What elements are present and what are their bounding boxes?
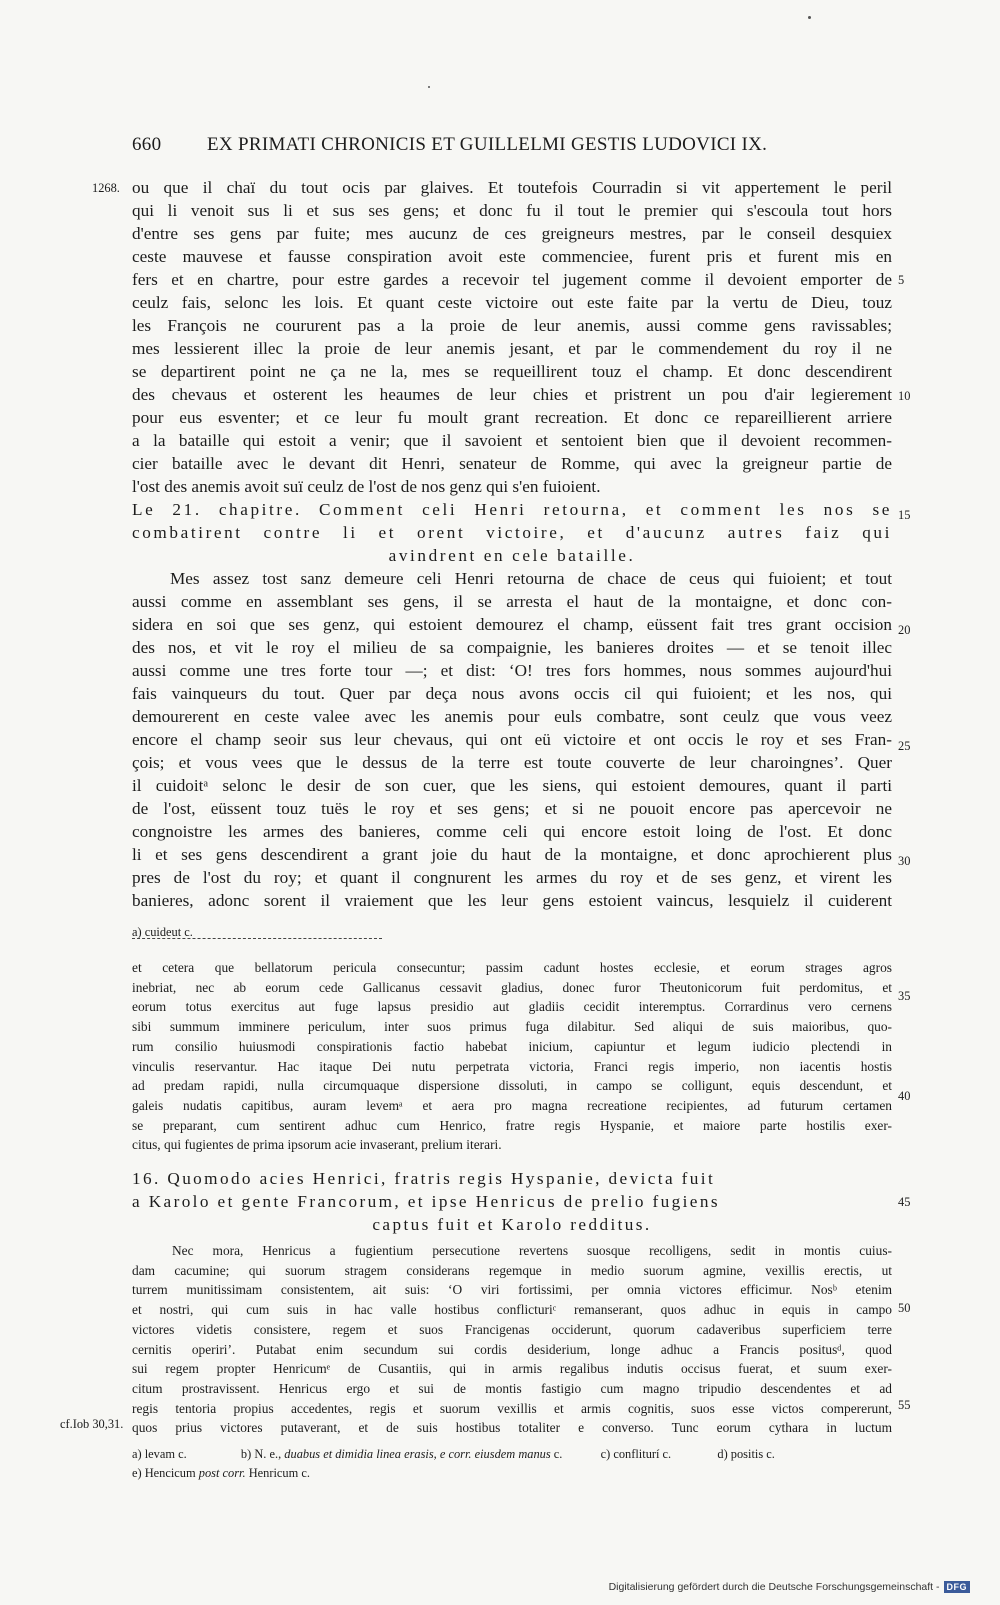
line-number: 40	[898, 1089, 911, 1103]
text-line: sui regem propter Henricumᵉ de Cusantiis, qui in armis regalibus indutis occisus fuerat, et suum exer-	[132, 1361, 892, 1377]
text-line: qui li venoit sus li et sus ses gens; et donc fu il tout le premier qui s'escoula tout hors	[132, 201, 892, 220]
text-line: sidera en soi que ses genz, qui estoient demourez el champ, eüssent fait tres grant occision	[132, 615, 892, 634]
text-line: victores videtis consistere, regem et suos Francigenas occiderunt, quorum cadaveribus superficiem terre	[132, 1321, 892, 1337]
text-line: citum prostravissent. Henricus ergo et sui de montis fastigio cum magno tripudio descendentes et ad	[132, 1380, 892, 1396]
text-line: cier bataille avec le devant dit Henri, senateur de Romme, qui avec la greigneur partie de	[132, 454, 892, 473]
text-line: d'entre ses gens par fuite; mes aucunz de ces greigneurs mestres, par le conseil desquiex	[132, 224, 892, 243]
line-number: 30	[898, 854, 911, 868]
text-line: aussi comme en assemblant ses gens, il se arresta el haut de la montaigne, et donc con-	[132, 592, 892, 611]
text-line: galeis nudatis capitibus, auram levemᵃ et aera pro magna recreatione recipientes, ad futurum certamen	[132, 1097, 892, 1113]
text-line: quos prius victores putaverant, et de suis hostibus totaliter e converso. Tunc eorum cythara in luctum	[132, 1420, 892, 1436]
text-line: l'ost des anemis avoit suï ceulz de l'ost de nos genz qui s'en fuioient.	[132, 477, 601, 496]
text-line: et nostri, qui cum suis in hac valle hostibus conflicturiᶜ remanserant, quos adhuc in equis in campo	[132, 1302, 892, 1318]
text-line: çois; et vous vees que le dessus de la terre est toute couverte de leur charoingnes’. Quer	[132, 753, 892, 772]
text-line: se preparant, cum sentirent adhuc cum Henrico, fratre regis Hyspanie, et maiore parte hostilis exer-	[132, 1117, 892, 1133]
text-line: ceste mauvese et fausse conspiration avoit este commenciee, furent pris et furent mis en	[132, 247, 892, 266]
heading-line: a Karolo et gente Francorum, et ipse Henricus de prelio fugiens	[132, 1192, 720, 1211]
footnote-a: a) levam c.	[132, 1447, 187, 1461]
text-line: eorum totus exercitus aut fuge lapsus presidio aut gladiis cecidit interemptus. Corrardinus vero cernens	[132, 999, 892, 1015]
text-line: de l'ost, eüssent touz tuës le roy et ses gens; et si ne pouoit encore pas apercevoir ne	[132, 799, 892, 818]
heading-line: avindrent en cele bataille.	[388, 546, 636, 565]
dfg-logo: DFG	[944, 1581, 971, 1593]
text-line: congnoistre les armes des banieres, comme celi qui encore estoit loing de l'ost. Et donc	[132, 822, 892, 841]
page-number: 660	[132, 134, 162, 155]
text-line: li et ses gens descendirent a grant joie du haut de la montaigne, et donc aprochierent plus	[132, 845, 892, 864]
text-line: rum consilio huiusmodi conspirationis factio habebat inicium, capiuntur et legum iudicio plectendi in	[132, 1038, 892, 1054]
line-number: 50	[898, 1301, 911, 1315]
footnote-b: b) N. e., duabus et dimidia linea erasis, e corr. eiusdem manus c.	[240, 1447, 563, 1461]
text-line: et cetera que bellatorum pericula consecuntur; passim cadunt hostes ecclesie, et eorum strages agros	[132, 960, 892, 975]
text-line: ou que il chaï du tout ocis par glaives. Et toutefois Courradin si vit appertement le peril	[132, 178, 892, 197]
text-line: se departirent point ne ça ne la, mes se requeillirent touz el champ. Et donc descendirent	[132, 362, 892, 381]
text-line: banieres, adonc sorent il vraiement que les leur gens estoient vaincus, lesquielz il cuiderent	[132, 891, 892, 910]
line-number: 45	[898, 1195, 911, 1209]
text-line: des chevaus et osterent les heaumes de leur chies et pristrent un pou d'air legierement	[132, 385, 892, 404]
text-line: il cuidoitᵃ selonc le desir de son cuer, que les siens, qui estoient demoures, quant il parti	[132, 776, 892, 795]
footnotes-latin-line-1	[132, 1447, 775, 1462]
text-line: fers et en chartre, pour estre gardes a recevoir tel jugement comme il devoient emporter de	[132, 270, 892, 289]
footnotes-latin-line-2	[132, 1466, 310, 1481]
line-number: 20	[898, 623, 911, 637]
text-line: cernitis operiri’. Putabat enim secundum sui cordis desiderium, longe adhuc a Francis positusᵈ, quod	[132, 1341, 892, 1357]
text-line: turrem munitissimam consistentem, ait suis: ‘O viri fortissimi, per omnia victores efficimur. Nosᵇ etenim	[132, 1282, 892, 1298]
separator-rule	[132, 938, 382, 939]
text-line: Nec mora, Henricus a fugientium persecutione revertens suosque recolligens, sedit in montis cuius-	[172, 1243, 892, 1258]
line-number: 10	[898, 389, 911, 403]
text-line: vinculis reservantur. Hac itaque Dei nutu perpetrata victoria, Franci regis imperio, non iacentis hostis	[132, 1058, 892, 1074]
line-number: 5	[898, 273, 905, 287]
line-number: 15	[898, 508, 911, 522]
text-line: aussi comme une tres forte tour —; et dist: ‘O! tres fors hommes, nous sommes aujourd'hui	[132, 661, 892, 680]
text-line: ceulz fais, selonc les lois. Et quant ceste victoire out este faite par la vertu de Dieu, touz	[132, 293, 892, 312]
text-line: pour eus esventer; et ce leur fu moult grant recreation. Et donc ce repareillierent arriere	[132, 408, 892, 427]
line-number: 35	[898, 989, 911, 1003]
text-line: encore el champ seoir sus leur chevaus, qui ont eü victoire et ont occis le roy et ses Fran-	[132, 730, 892, 749]
heading-line: captus fuit et Karolo redditus.	[372, 1215, 652, 1234]
text-line: regis tentoria propius accedentes, regis et suorum vexillis et armis cognitis, suos esse victos compererunt,	[132, 1400, 892, 1416]
credit-text: Digitalisierung gefördert durch die Deutsche Forschungsgemeinschaft -	[608, 1581, 940, 1593]
text-line: pres de l'ost du roy; et quant il congnurent les armes du roy et de ses genz, et virent les	[132, 868, 892, 887]
heading-line: 16. Quomodo acies Henrici, fratris regis Hyspanie, devicta fuit	[132, 1169, 716, 1188]
text-line: mes lessierent illec la proie de leur anemis jesant, et par le commendement du roy il ne	[132, 339, 892, 358]
digitization-credit	[609, 1581, 970, 1593]
line-number: 55	[898, 1398, 911, 1412]
footnote-e: e) Hencicum post corr. Henricum c.	[132, 1466, 310, 1480]
scan-speck	[808, 16, 811, 19]
text-line: sibi summum imminere periculum, inter suos primus fuga dilabitur. Sed aliqui de suis maioribus, quo-	[132, 1019, 892, 1035]
scan-speck	[428, 86, 430, 88]
heading-line: combatirent contre li et orent victoire, et d'aucunz autres faiz qui	[132, 523, 892, 542]
text-line: dam cacumine; qui suorum stragem considerans regemque in medio suorum agmine, vexillis erectis, ut	[132, 1262, 892, 1278]
text-line: a la bataille qui estoit a venir; que il savoient et sentoient bien que il devoient recommen-	[132, 431, 892, 450]
margin-year: 1268.	[92, 181, 120, 195]
text-line: les François ne coururent pas a la proie de leur anemis, aussi comme gens ravissables;	[132, 316, 892, 335]
line-number: 25	[898, 739, 911, 753]
text-line: fais vainqueurs du tout. Quer par deça nous avons occis cil qui fuioient; et les nos, qui	[132, 684, 892, 703]
footnote-d: d) positis c.	[717, 1447, 775, 1461]
text-line: ad predam rapidi, nulla circumquaque dispersione dissoluti, in campo se colligunt, equis descendunt, et	[132, 1078, 892, 1094]
heading-line: Le 21. chapitre. Comment celi Henri retourna, et comment les nos se	[132, 500, 892, 519]
text-line: inebriat, nec ab eorum cede Gallicanus cessavit gladius, donec furor Theutonicorum fuit perdomitus, et	[132, 979, 892, 995]
footnote-french: a) cuideut c.	[132, 925, 193, 939]
margin-reference: cf.Iob 30,31.	[60, 1417, 124, 1431]
text-line: demourerent en ceste valee avec les anemis pour euls combatre, sont ceulz que vous veez	[132, 707, 892, 726]
running-title: EX PRIMATI CHRONICIS ET GUILLELMI GESTIS LUDOVICI IX.	[207, 134, 768, 155]
text-line: des nos, et vit le roy el milieu de sa compaignie, les banieres droites — et se tenoit illec	[132, 638, 892, 657]
text-line: Mes assez tost sanz demeure celi Henri retourna de chace de ceus qui fuioient; et tout	[170, 569, 892, 588]
footnote-c: c) confliturí c.	[600, 1447, 672, 1461]
text-line: citus, qui fugientes de prima ipsorum acie invaserant, prelium iterari.	[132, 1137, 502, 1153]
